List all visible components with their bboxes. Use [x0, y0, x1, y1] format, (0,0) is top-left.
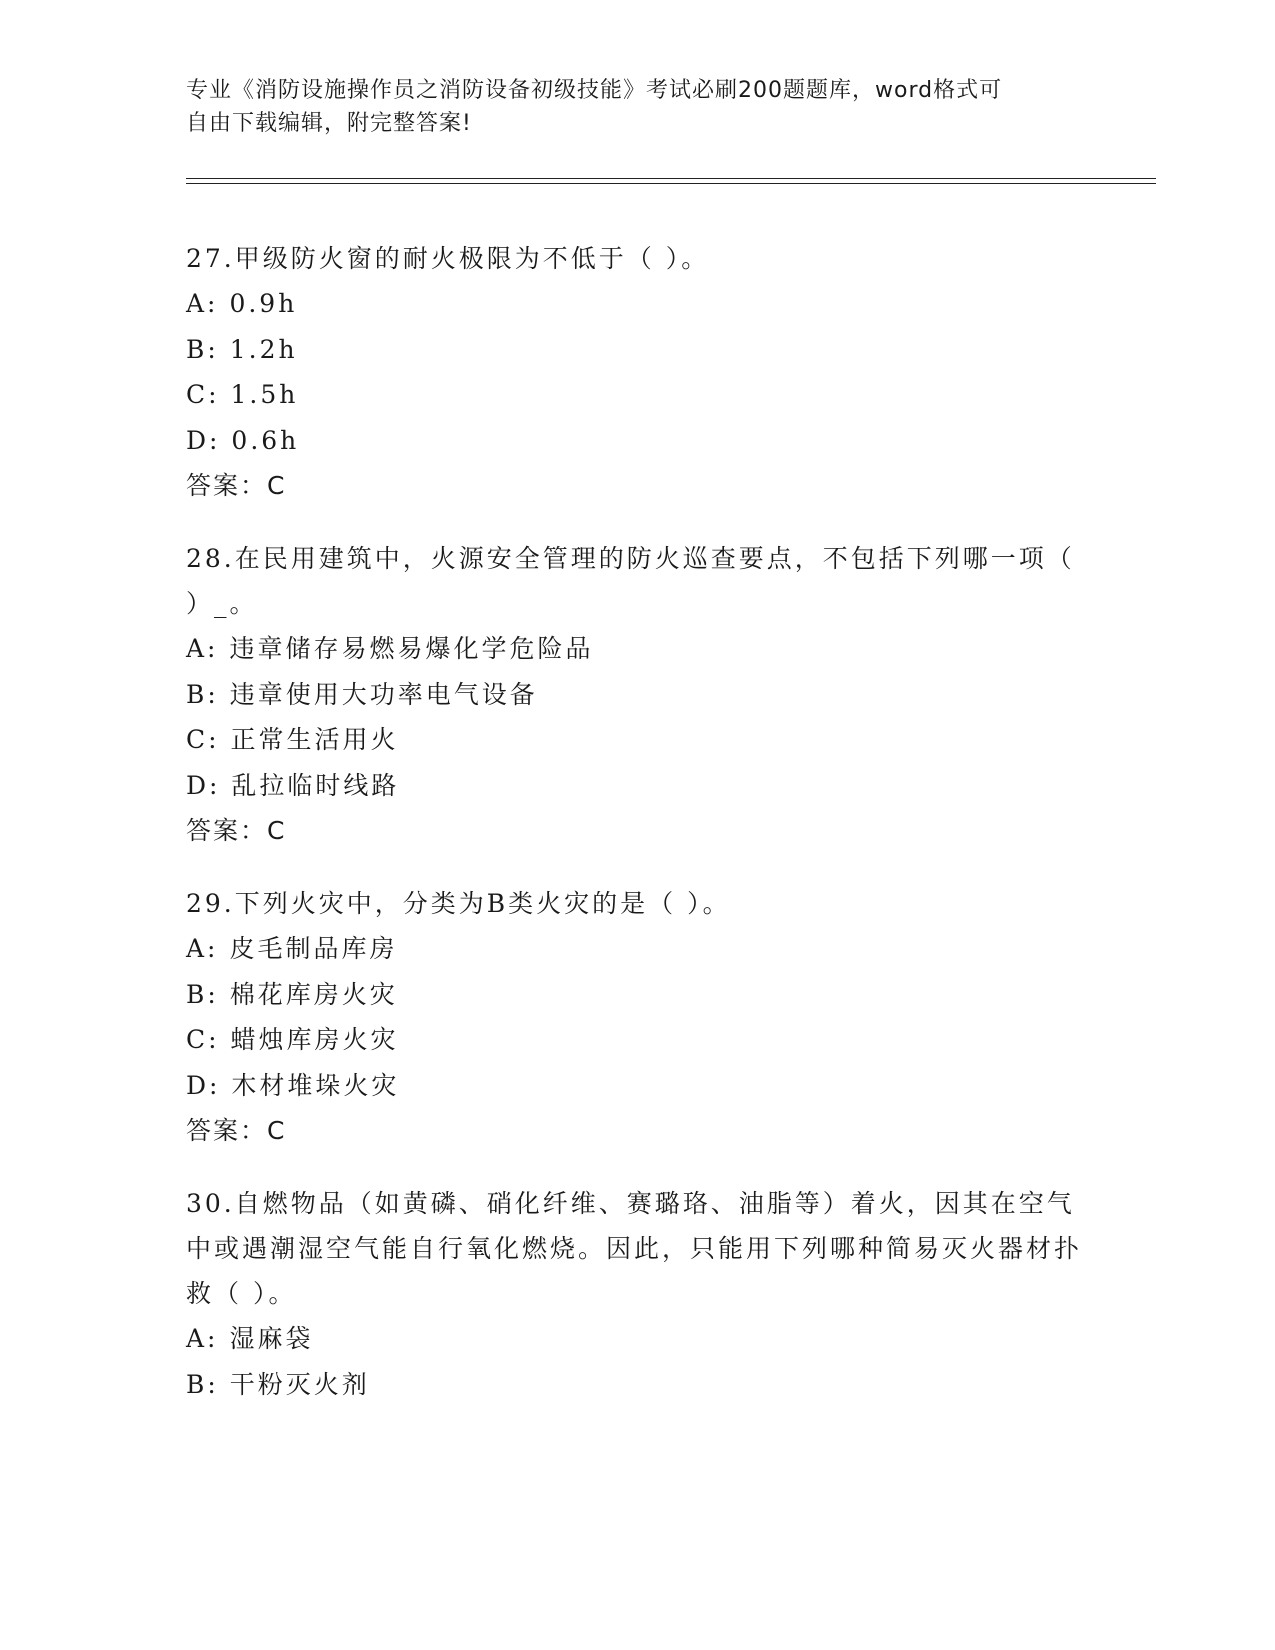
header-line-2: 自由下载编辑，附完整答案!	[186, 111, 472, 136]
option-b	[186, 972, 1086, 1018]
option-d	[186, 1063, 1086, 1109]
option-b	[186, 327, 1086, 373]
header-divider-bottom	[186, 183, 1156, 184]
document-header	[186, 74, 1066, 140]
option-text: 木材堆垛火灾	[231, 1070, 400, 1100]
option-text: 违章储存易燃易爆化学危险品	[229, 634, 594, 663]
option-text: 0.6h	[231, 425, 300, 455]
option-text: 0.9h	[229, 289, 298, 318]
option-key: A:	[186, 289, 219, 318]
option-c	[186, 1017, 1086, 1063]
answer-line: 答案：C	[186, 471, 287, 500]
option-text: 干粉灭火剂	[229, 1369, 370, 1399]
option-key: C:	[186, 1025, 220, 1054]
option-b	[186, 1362, 1086, 1408]
question-28	[186, 536, 1086, 853]
option-key: D:	[186, 1070, 221, 1100]
option-c	[186, 717, 1086, 763]
option-text: 违章使用大功率电气设备	[229, 679, 538, 709]
option-key: D:	[186, 770, 221, 800]
header-line-1: 专业《消防设施操作员之消防设备初级技能》考试必刷200题题库，word格式可	[186, 78, 1003, 103]
option-text: 湿麻袋	[229, 1324, 314, 1353]
option-key: A:	[186, 934, 219, 963]
option-key: D:	[186, 425, 221, 455]
option-key: B:	[186, 979, 219, 1009]
option-a	[186, 926, 1086, 972]
question-stem: 30.自燃物品（如黄磷、硝化纤维、赛璐珞、油脂等）着火，因其在空气中或遇潮湿空气能自行氧化燃烧。因此，只能用下列哪种简易灭火器材扑救（ ）。	[186, 1189, 1083, 1308]
option-key: C:	[186, 725, 220, 754]
answer-line: 答案：C	[186, 1116, 287, 1145]
question-27	[186, 236, 1086, 508]
option-b	[186, 672, 1086, 718]
option-text: 皮毛制品库房	[229, 934, 398, 963]
option-text: 正常生活用火	[230, 725, 399, 754]
question-29	[186, 881, 1086, 1153]
option-text: 1.2h	[229, 334, 298, 364]
question-30	[186, 1181, 1086, 1407]
option-d	[186, 418, 1086, 464]
option-text: 1.5h	[230, 380, 299, 409]
option-key: B:	[186, 334, 219, 364]
option-key: B:	[186, 679, 219, 709]
header-divider-top	[186, 178, 1156, 179]
option-c	[186, 372, 1086, 418]
question-list	[186, 236, 1086, 1435]
question-stem: 29.下列火灾中，分类为B类火灾的是（ ）。	[186, 889, 731, 918]
option-d	[186, 763, 1086, 809]
question-stem: 28.在民用建筑中，火源安全管理的防火巡查要点，不包括下列哪一项（ ）_。	[186, 544, 1075, 618]
option-a	[186, 281, 1086, 327]
option-key: A:	[186, 1324, 219, 1353]
option-text: 蜡烛库房火灾	[230, 1025, 399, 1054]
option-key: A:	[186, 634, 219, 663]
option-key: C:	[186, 380, 220, 409]
option-a	[186, 626, 1086, 672]
option-text: 棉花库房火灾	[229, 979, 398, 1009]
answer-line: 答案：C	[186, 816, 287, 845]
option-text: 乱拉临时线路	[231, 770, 400, 800]
option-a	[186, 1316, 1086, 1362]
question-stem: 27.甲级防火窗的耐火极限为不低于（ ）。	[186, 244, 710, 273]
option-key: B:	[186, 1369, 219, 1399]
